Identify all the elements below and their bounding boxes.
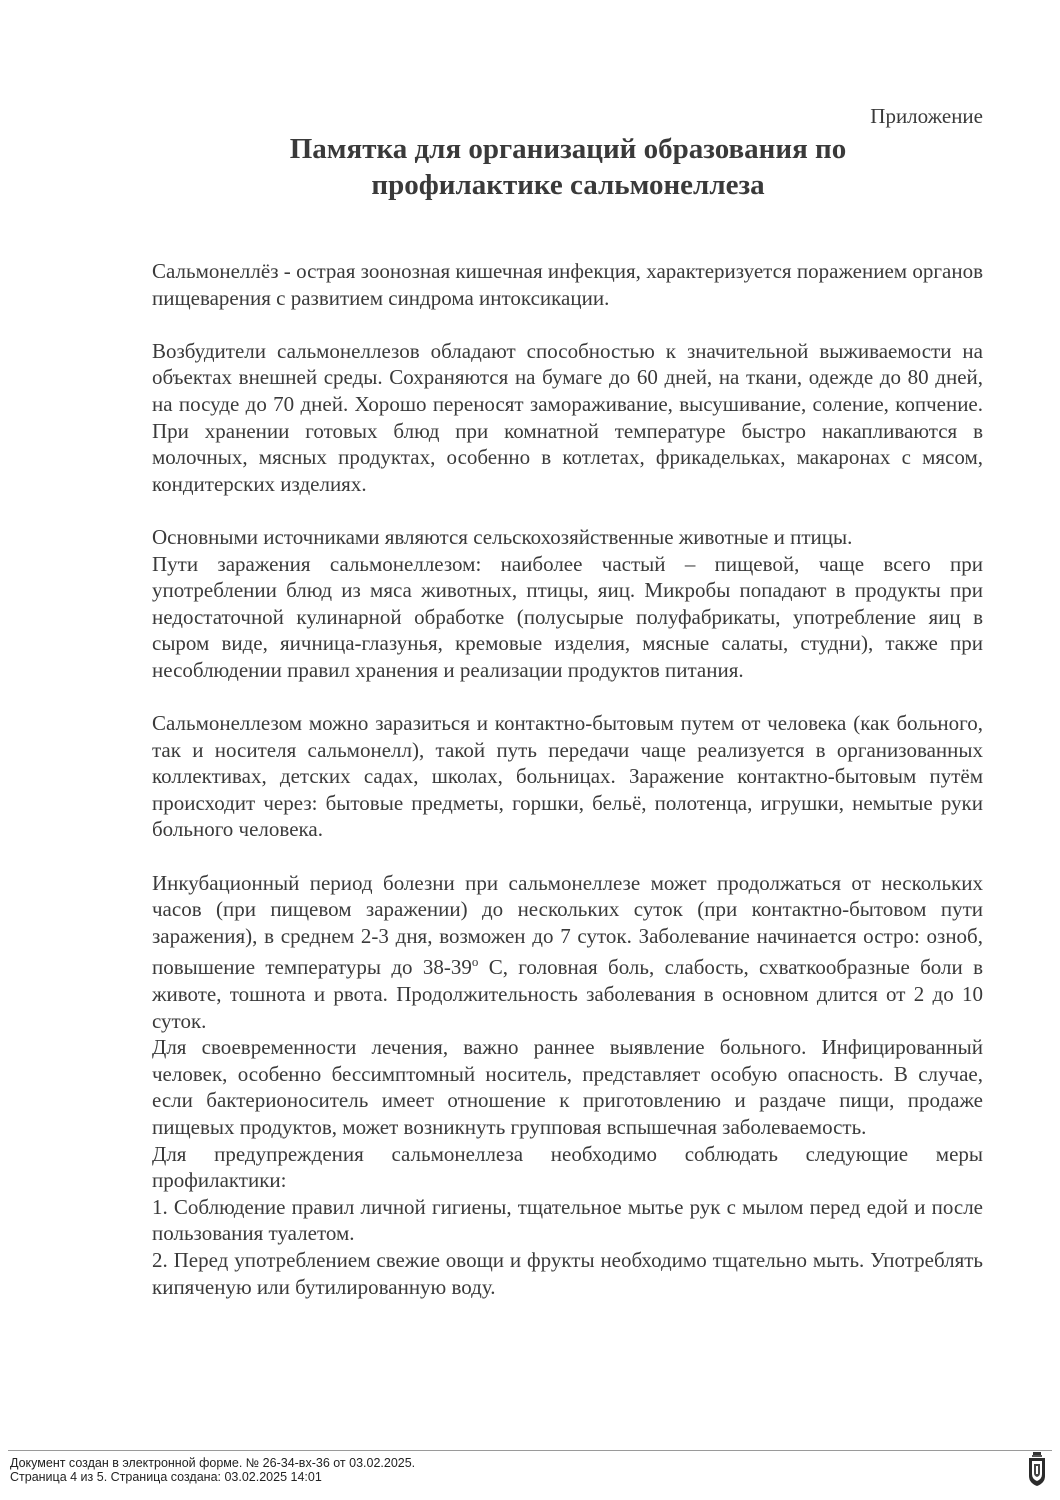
paragraph-prevention-intro: Для предупреждения сальмонеллеза необходимо соблюдать следующие меры профилактики:: [152, 1141, 983, 1193]
paragraph-contact-transmission: Сальмонеллезом можно заразиться и контактно-бытовым путем от человека (как больного, так и носителя сальмонелл), такой путь передачи чаще реализуется в организованных коллективах, детских садах, школах, больницах. Заражение контактно-бытовым путём происходит через: бытовые предметы, горшки, бельё, полотенца, игрушки, немытые руки больного человека.: [152, 711, 983, 842]
footer-document-info: Документ создан в электронной форме. № 26-34-вх-36 от 03.02.2025.: [10, 1456, 416, 1470]
document-body: [152, 258, 983, 1300]
prevention-item-1: 1. Соблюдение правил личной гигиены, тщательное мытье рук с мылом перед едой и после пользования туалетом.: [152, 1194, 983, 1246]
appendix-label: Приложение: [870, 104, 983, 128]
paragraph-infection-routes: Пути заражения сальмонеллезом: наиболее частый – пищевой, чаще всего при употреблении блюд из мяса животных, птицы, яиц. Микробы попадают в продукты при недостаточной кулинарной обработке (полусырые полуфабрикаты, употребление яиц в сыром виде, яичница-глазунья, кремовые изделия, мясные салаты, студни), также при несоблюдении правил хранения и реализации продуктов питания.: [152, 551, 983, 682]
document-title-line-2: профилактике сальмонеллеза: [371, 169, 765, 201]
footer-divider: [8, 1450, 1052, 1451]
incubation-text-part-2: С, головная боль, слабость, схваткообразные боли в животе, тошнота и рвота. Продолжительность заболевания в основном длится от 2 до 10 суток.: [152, 955, 983, 1033]
paragraph-early-detection: Для своевременности лечения, важно раннее выявление больного. Инфицированный человек, особенно бессимптомный носитель, представляет особую опасность. В случае, если бактерионоситель имеет отношение к приготовлению и раздаче пищи, продаже пищевых продуктов, может возникнуть групповая вспышечная заболеваемость.: [152, 1035, 983, 1139]
document-title: [153, 131, 983, 203]
paragraph-sources: Основными источниками являются сельскохозяйственные животные и птицы.: [152, 524, 853, 549]
degree-mark: о: [471, 954, 479, 970]
document-title-line-1: Памятка для организаций образования по: [289, 133, 847, 165]
paragraph-incubation: [152, 870, 983, 1035]
coat-of-arms-icon: [1026, 1452, 1048, 1486]
paragraph-definition: Сальмонеллёз - острая зоонозная кишечная инфекция, характеризуется поражением органов пищеварения с развитием синдрома интоксикации.: [152, 259, 983, 310]
incubation-text-part-1: Инкубационный период болезни при сальмонеллезе может продолжаться от нескольких часов (при пищевом заражении) до нескольких суток (при контактно-бытовом пути заражения), в среднем 2-3 дня, возможен до 7 суток. Заболевание начинается остро: озноб, повышение температуры до 38-39: [152, 870, 983, 980]
footer-page-info: Страница 4 из 5. Страница создана: 03.02.2025 14:01: [10, 1470, 322, 1484]
paragraph-pathogen-survival: Возбудители сальмонеллезов обладают способностью к значительной выживаемости на объектах внешней среды. Сохраняются на бумаге до 60 дней, на ткани, одежде до 80 дней, на посуде до 70 дней. Хорошо переносят замораживание, высушивание, соление, копчение. При хранении готовых блюд при комнатной температуре быстро накапливаются в молочных, мясных продуктах, особенно в котлетах, фрикадельках, макаронах с мясом, кондитерских изделиях.: [152, 338, 983, 496]
document-footer: [10, 1456, 415, 1484]
prevention-item-2: 2. Перед употреблением свежие овощи и фрукты необходимо тщательно мыть. Употреблять кипяченую или бутилированную воду.: [152, 1247, 983, 1299]
